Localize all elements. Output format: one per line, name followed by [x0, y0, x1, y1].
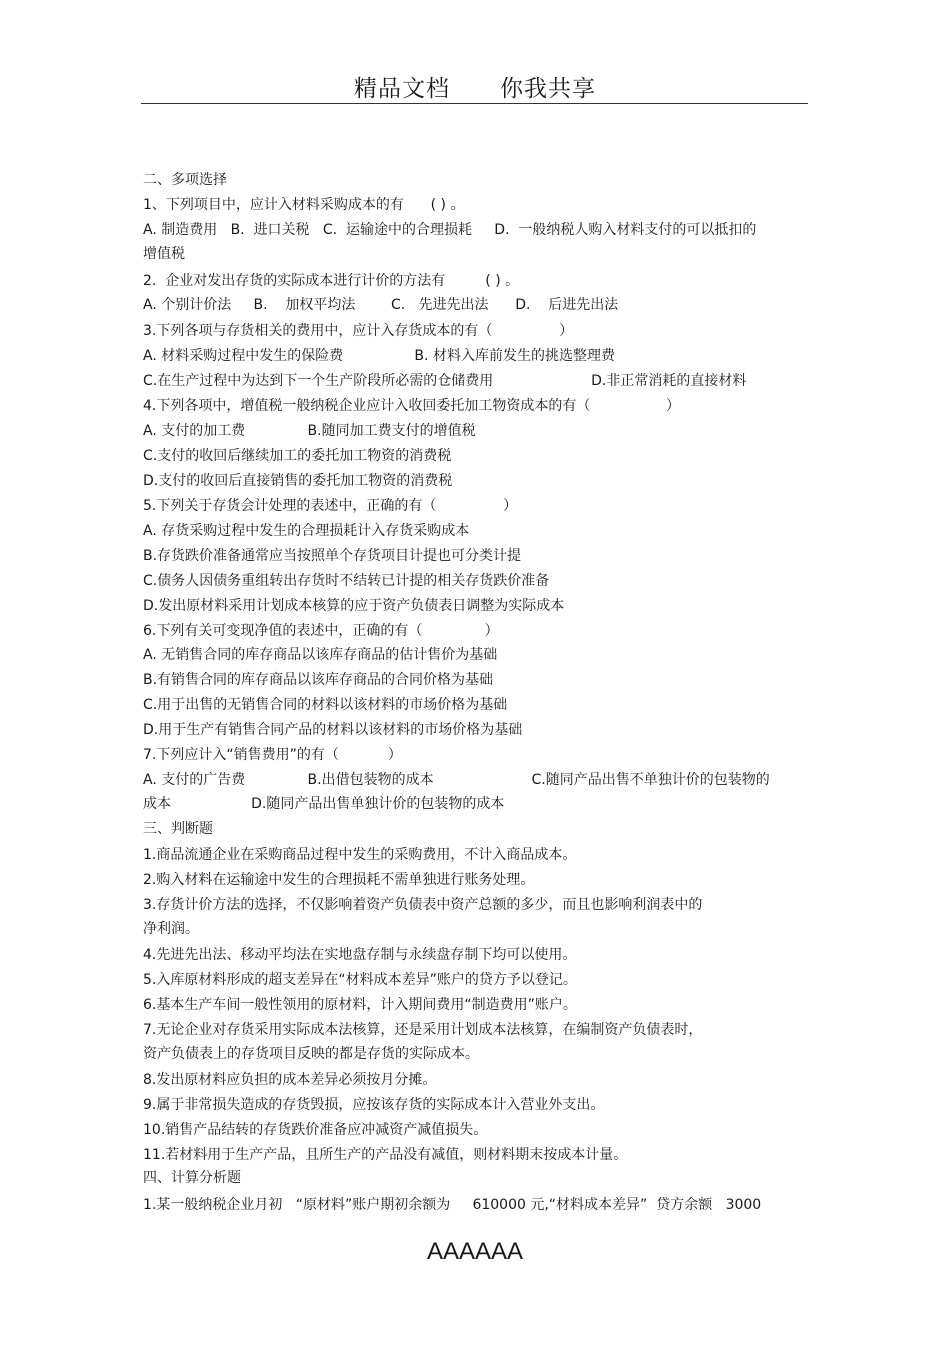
text-line: 10.销售产品结转的存货跌价准备应冲减资产减值损失。 [143, 1122, 488, 1138]
text-line: 增值税 [143, 246, 185, 262]
text-line: A. 制造费用 B. 进口关税 C. 运输途中的合理损耗 D. 一般纳税人购入材料支付的可以抵扣的 [143, 222, 757, 238]
header-left: 精品文档 [354, 76, 450, 102]
text-line: 7.下列应计入“销售费用”的有（ ） [143, 747, 402, 763]
text-line: A. 个别计价法 B. 加权平均法 C. 先进先出法 D. 后进先出法 [143, 297, 619, 313]
text-line: 1.某一般纳税企业月初 “原材料”账户期初余额为 610000 元,“材料成本差异” 贷方余额 3000 [143, 1197, 762, 1213]
header-rule [141, 103, 808, 104]
text-line: C.支付的收回后继续加工的委托加工物资的消费税 [143, 448, 452, 464]
text-line: 3.存货计价方法的选择，不仅影响着资产负债表中资产总额的多少，而且也影响利润表中的 [143, 897, 703, 913]
header-right: 你我共享 [500, 76, 596, 102]
text-line: 11.若材料用于生产产品，且所生产的产品没有减值，则材料期末按成本计量。 [143, 1147, 628, 1163]
text-line: 4.先进先出法、移动平均法在实地盘存制与永续盘存制下均可以使用。 [143, 947, 577, 963]
text-line: 1.商品流通企业在采购商品过程中发生的采购费用，不计入商品成本。 [143, 847, 577, 863]
text-line: 资产负债表上的存货项目反映的都是存货的实际成本。 [143, 1046, 479, 1062]
text-line: A. 支付的广告费 B.出借包装物的成本 C.随同产品出售不单独计价的包装物的 [143, 772, 770, 788]
text-line: C.用于出售的无销售合同的材料以该材料的市场价格为基础 [143, 697, 508, 713]
page-footer: AAAAAA [426, 1238, 524, 1265]
text-line: 四、计算分析题 [143, 1170, 241, 1186]
text-line: 9.属于非常损失造成的存货毁损，应按该存货的实际成本计入营业外支出。 [143, 1097, 605, 1113]
text-line: 8.发出原材料应负担的成本差异必须按月分摊。 [143, 1072, 437, 1088]
text-line: 5.入库原材料形成的超支差异在“材料成本差异”账户的贷方予以登记。 [143, 972, 577, 988]
text-line: A. 支付的加工费 B.随同加工费支付的增值税 [143, 423, 476, 439]
text-line: D.用于生产有销售合同产品的材料以该材料的市场价格为基础 [143, 722, 523, 738]
text-line: 3.下列各项与存货相关的费用中，应计入存货成本的有（ ） [143, 323, 574, 339]
text-line: D.支付的收回后直接销售的委托加工物资的消费税 [143, 473, 453, 489]
text-line: B.存货跌价准备通常应当按照单个存货项目计提也可分类计提 [143, 548, 522, 564]
page-header [0, 70, 950, 103]
text-line: 4.下列各项中，增值税一般纳税企业应计入收回委托加工物资成本的有（ ） [143, 398, 681, 414]
text-line: A. 存货采购过程中发生的合理损耗计入存货采购成本 [143, 523, 470, 539]
text-line: B.有销售合同的库存商品以该库存商品的合同价格为基础 [143, 672, 494, 688]
text-line: 2. 企业对发出存货的实际成本进行计价的方法有 ( ) 。 [143, 273, 520, 289]
text-line: 成本 D.随同产品出售单独计价的包装物的成本 [143, 796, 505, 812]
text-line: A. 材料采购过程中发生的保险费 B. 材料入库前发生的挑选整理费 [143, 348, 615, 364]
text-line: 6.下列有关可变现净值的表述中，正确的有（ ） [143, 623, 499, 639]
text-line: 5.下列关于存货会计处理的表述中，正确的有（ ） [143, 498, 518, 514]
text-line: C.在生产过程中为达到下一个生产阶段所必需的仓储费用 D.非正常消耗的直接材料 [143, 373, 747, 389]
text-line: A. 无销售合同的库存商品以该库存商品的估计售价为基础 [143, 647, 498, 663]
text-line: 7.无论企业对存货采用实际成本法核算，还是采用计划成本法核算，在编制资产负债表时， [143, 1022, 703, 1038]
text-line: 2.购入材料在运输途中发生的合理损耗不需单独进行账务处理。 [143, 872, 535, 888]
text-line: 三、判断题 [143, 821, 213, 837]
text-line: 1、下列项目中，应计入材料采购成本的有 ( ) 。 [143, 197, 465, 213]
text-line: D.发出原材料采用计划成本核算的应于资产负债表日调整为实际成本 [143, 598, 565, 614]
text-line: 净利润。 [143, 921, 199, 937]
text-line: 二、多项选择 [143, 172, 227, 188]
text-line: 6.基本生产车间一般性领用的原材料，计入期间费用“制造费用”账户。 [143, 997, 577, 1013]
text-line: C.债务人因债务重组转出存货时不结转已计提的相关存货跌价准备 [143, 573, 550, 589]
